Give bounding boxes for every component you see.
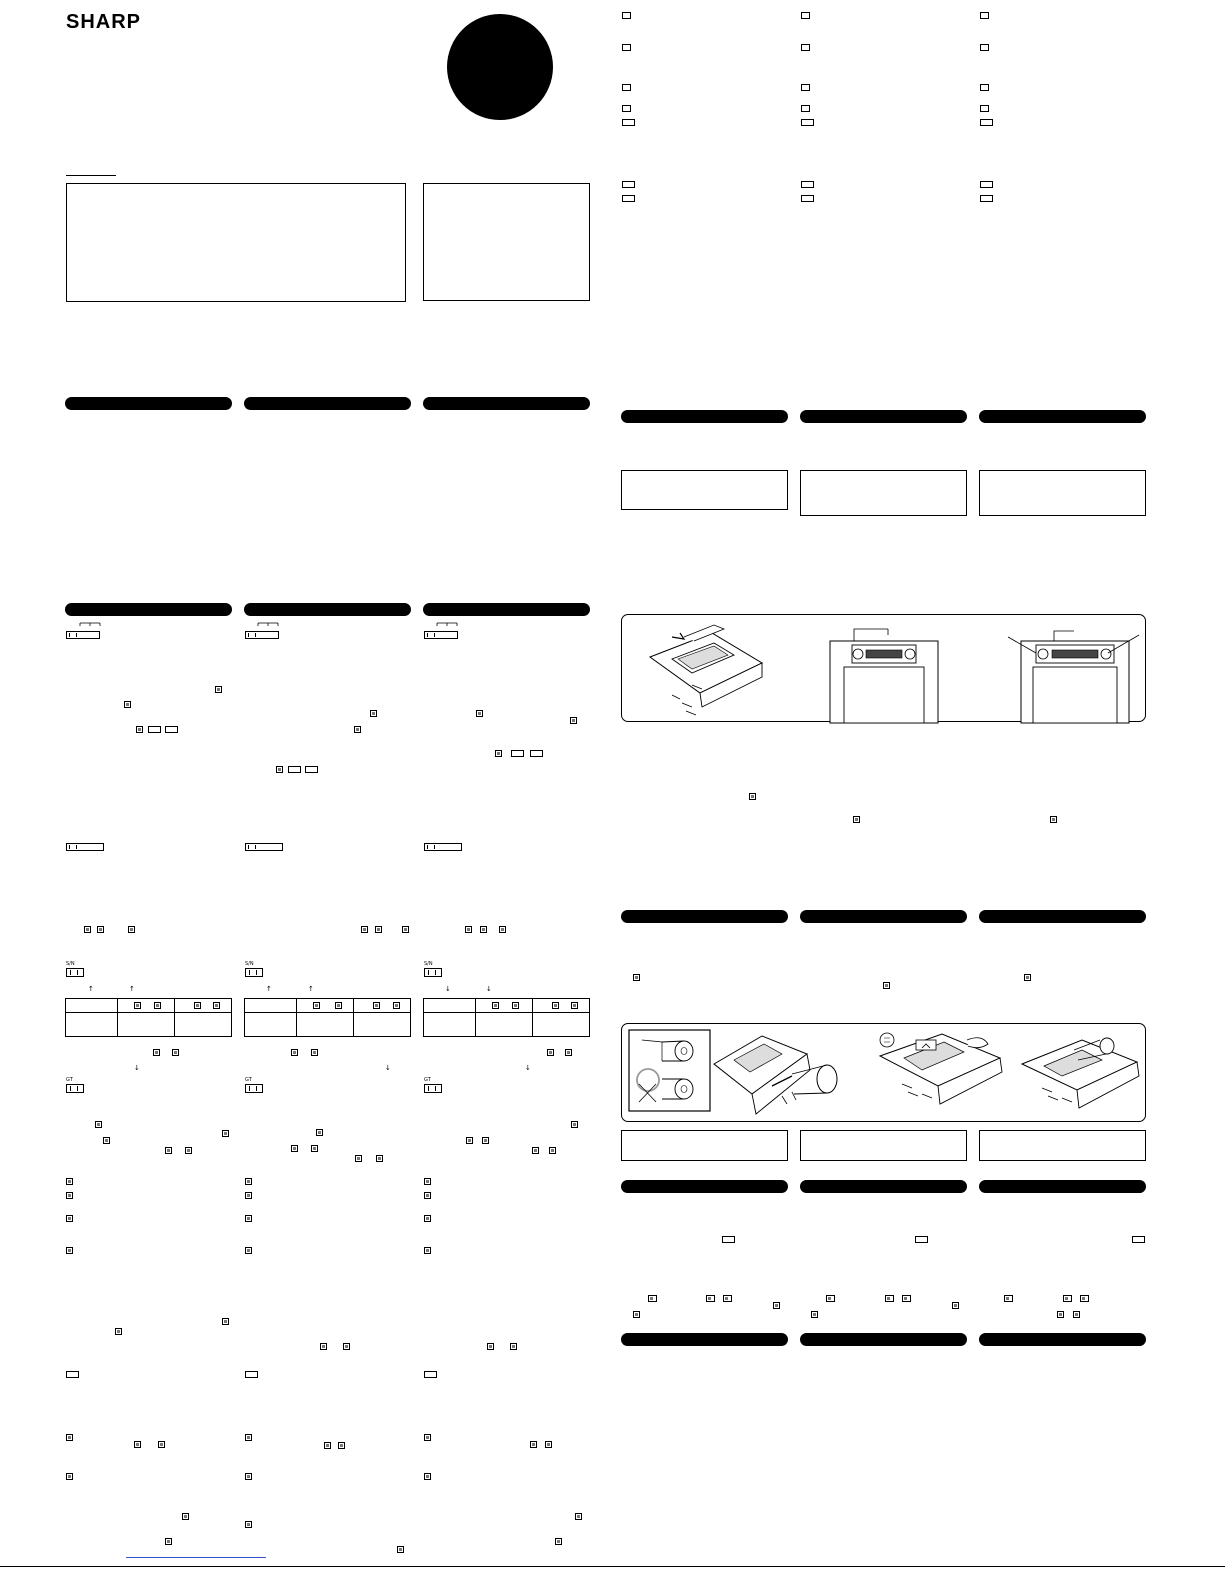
notice-box-small xyxy=(423,183,590,301)
key-icon xyxy=(466,1137,473,1144)
key-icon xyxy=(276,766,283,773)
gt-switch-icon xyxy=(424,1084,442,1093)
section-heading-bar xyxy=(979,1333,1146,1346)
section-heading-bar xyxy=(800,410,967,423)
key-icon xyxy=(182,1513,189,1520)
key-wide-icon xyxy=(980,12,989,19)
key-icon xyxy=(633,1311,640,1318)
key-icon xyxy=(648,1295,657,1302)
key-icon xyxy=(530,1441,537,1448)
key-icon xyxy=(311,1145,318,1152)
key-icon xyxy=(245,1434,252,1441)
note-box xyxy=(800,1130,967,1161)
arrow-up-icon: ↑ xyxy=(129,985,135,993)
key-icon xyxy=(723,1295,732,1302)
section-heading-bar xyxy=(800,1180,967,1193)
key-icon xyxy=(134,1441,141,1448)
gt-switch-icon xyxy=(245,1084,263,1093)
key-icon xyxy=(1050,816,1057,823)
arrow-down-icon: ↓ xyxy=(486,985,492,993)
example-table xyxy=(244,998,411,1037)
key-wide-icon xyxy=(980,195,993,202)
note-box xyxy=(621,1130,788,1161)
section-heading-bar xyxy=(979,1180,1146,1193)
key-icon xyxy=(66,1247,73,1254)
key-icon xyxy=(66,1178,73,1185)
section-heading-bar xyxy=(65,397,232,410)
key-icon xyxy=(316,1129,323,1136)
switch-label: S/N xyxy=(66,961,75,967)
key-icon xyxy=(565,1049,572,1056)
section-heading-bar xyxy=(621,910,788,923)
key-icon xyxy=(66,1434,73,1441)
key-wide-icon xyxy=(165,726,178,733)
switch-label: S/N xyxy=(245,961,254,967)
key-icon xyxy=(575,1513,582,1520)
section-heading-bar xyxy=(621,410,788,423)
key-wide-icon xyxy=(622,44,631,51)
key-icon xyxy=(1004,1295,1013,1302)
key-icon xyxy=(499,926,506,933)
switch-label: S/N xyxy=(424,961,433,967)
arrow-up-icon: ↑ xyxy=(88,985,94,993)
key-wide-icon xyxy=(801,12,810,19)
switch-label: GT xyxy=(424,1077,431,1083)
section-heading-bar xyxy=(800,1333,967,1346)
key-icon xyxy=(215,686,222,693)
key-icon xyxy=(1063,1295,1072,1302)
decimal-selector-slider xyxy=(424,631,458,639)
decimal-selector-slider xyxy=(66,631,100,639)
section-heading-bar xyxy=(621,1180,788,1193)
key-icon xyxy=(245,1192,252,1199)
key-icon xyxy=(424,1215,431,1222)
rounding-selector-slider xyxy=(66,843,104,851)
key-icon xyxy=(222,1130,229,1137)
key-icon xyxy=(245,1247,252,1254)
switch-label: GT xyxy=(245,1077,252,1083)
key-icon xyxy=(547,1049,554,1056)
example-table xyxy=(65,998,232,1037)
section-heading-bar xyxy=(244,397,411,410)
key-wide-icon xyxy=(622,12,631,19)
key-icon xyxy=(343,1343,350,1350)
key-icon xyxy=(397,1546,404,1553)
key-wide-icon xyxy=(622,84,631,91)
arrow-up-icon: ↑ xyxy=(308,985,314,993)
caution-box xyxy=(621,470,788,510)
key-icon xyxy=(222,1318,229,1325)
key-icon xyxy=(487,1343,494,1350)
key-icon xyxy=(482,1137,489,1144)
arrow-down-icon: ↓ xyxy=(525,1064,531,1072)
sn-switch-icon xyxy=(424,968,442,977)
arrow-up-icon: ↑ xyxy=(266,985,272,993)
key-icon xyxy=(245,1178,252,1185)
key-icon xyxy=(97,926,104,933)
key-icon xyxy=(66,1192,73,1199)
key-wide-icon xyxy=(622,195,635,202)
section-heading-bar xyxy=(979,410,1146,423)
rounding-selector-slider xyxy=(245,843,283,851)
key-icon xyxy=(185,1147,192,1154)
key-icon xyxy=(571,1121,578,1128)
caution-box xyxy=(800,470,967,516)
key-icon xyxy=(311,1049,318,1056)
section-heading-bar xyxy=(621,1333,788,1346)
key-icon xyxy=(902,1295,911,1302)
key-icon xyxy=(480,926,487,933)
key-wide-icon xyxy=(288,766,301,773)
key-wide-icon xyxy=(980,181,993,188)
key-icon xyxy=(245,1521,252,1528)
paper-roll-installation-figure xyxy=(621,1023,1146,1122)
brand-logo: SHARP xyxy=(66,11,142,33)
key-icon xyxy=(495,750,502,757)
note-box xyxy=(979,1130,1146,1161)
key-wide-icon xyxy=(980,105,989,112)
key-icon xyxy=(424,1178,431,1185)
rounding-selector-slider xyxy=(424,843,462,851)
key-icon xyxy=(136,726,143,733)
key-wide-icon xyxy=(801,119,814,126)
key-icon xyxy=(375,926,382,933)
key-icon xyxy=(128,926,135,933)
key-wide-icon xyxy=(980,44,989,51)
key-wide-icon xyxy=(980,119,993,126)
key-wide-icon xyxy=(622,181,635,188)
ribbon-replacement-figure xyxy=(621,614,1146,722)
switch-label: GT xyxy=(66,1077,73,1083)
key-wide-icon xyxy=(622,119,635,126)
key-icon xyxy=(773,1302,780,1309)
key-wide-icon xyxy=(305,766,318,773)
section-heading-bar xyxy=(423,603,590,616)
key-icon xyxy=(158,1441,165,1448)
key-icon xyxy=(853,816,860,823)
key-icon xyxy=(165,1147,172,1154)
key-wide-icon xyxy=(148,726,161,733)
section-heading-bar xyxy=(423,397,590,410)
key-icon xyxy=(1024,974,1031,981)
page-bottom-rule xyxy=(0,1566,1225,1567)
key-icon xyxy=(545,1441,552,1448)
heading-underline xyxy=(66,175,116,176)
key-icon xyxy=(172,1049,179,1056)
key-wide-icon xyxy=(915,1236,928,1243)
key-icon xyxy=(355,1155,362,1162)
key-icon xyxy=(66,1473,73,1480)
key-icon xyxy=(370,710,377,717)
key-icon xyxy=(402,926,409,933)
key-icon xyxy=(1057,1311,1064,1318)
arrow-down-icon: ↓ xyxy=(134,1064,140,1072)
key-wide-icon xyxy=(980,84,989,91)
key-icon xyxy=(952,1302,959,1309)
section-heading-bar xyxy=(244,603,411,616)
arrow-down-icon: ↓ xyxy=(385,1064,391,1072)
notice-box-large xyxy=(66,183,406,302)
sn-switch-icon xyxy=(245,968,263,977)
decimal-selector-slider xyxy=(245,631,279,639)
key-wide-icon xyxy=(722,1236,735,1243)
key-icon xyxy=(1080,1295,1089,1302)
key-icon xyxy=(1073,1311,1080,1318)
key-icon xyxy=(883,982,890,989)
key-wide-icon xyxy=(66,1371,79,1378)
key-icon xyxy=(354,726,361,733)
key-icon xyxy=(245,1473,252,1480)
caution-box xyxy=(979,470,1146,516)
sn-switch-icon xyxy=(66,968,84,977)
key-icon xyxy=(165,1538,172,1545)
key-icon xyxy=(361,926,368,933)
key-icon xyxy=(706,1295,715,1302)
key-wide-icon xyxy=(245,1371,258,1378)
gt-switch-icon xyxy=(66,1084,84,1093)
key-icon xyxy=(124,701,131,708)
key-wide-icon xyxy=(530,750,543,757)
key-wide-icon xyxy=(424,1371,437,1378)
key-icon xyxy=(549,1147,556,1154)
key-icon xyxy=(424,1247,431,1254)
key-icon xyxy=(465,926,472,933)
key-wide-icon xyxy=(801,181,814,188)
key-wide-icon xyxy=(801,195,814,202)
key-icon xyxy=(633,974,640,981)
key-icon xyxy=(103,1137,110,1144)
example-table xyxy=(423,998,590,1037)
key-icon xyxy=(66,1215,73,1222)
key-icon xyxy=(476,710,483,717)
key-icon xyxy=(245,1215,252,1222)
key-icon xyxy=(749,793,756,800)
key-icon xyxy=(95,1121,102,1128)
key-icon xyxy=(291,1049,298,1056)
key-wide-icon xyxy=(511,750,524,757)
key-icon xyxy=(424,1192,431,1199)
key-icon xyxy=(510,1343,517,1350)
key-icon xyxy=(84,926,91,933)
key-icon xyxy=(115,1328,122,1335)
key-icon xyxy=(153,1049,160,1056)
key-wide-icon xyxy=(622,105,631,112)
key-icon xyxy=(570,717,577,724)
key-icon xyxy=(424,1434,431,1441)
key-wide-icon xyxy=(801,105,810,112)
key-wide-icon xyxy=(801,44,810,51)
section-heading-bar xyxy=(65,603,232,616)
key-icon xyxy=(885,1295,894,1302)
key-icon xyxy=(424,1473,431,1480)
key-icon xyxy=(320,1343,327,1350)
key-icon xyxy=(338,1442,345,1449)
section-heading-bar xyxy=(800,910,967,923)
section-heading-bar xyxy=(979,910,1146,923)
key-icon xyxy=(811,1311,818,1318)
key-icon xyxy=(324,1442,331,1449)
key-icon xyxy=(376,1155,383,1162)
key-wide-icon xyxy=(801,84,810,91)
language-marker-circle xyxy=(447,14,553,120)
key-wide-icon xyxy=(1132,1236,1145,1243)
key-icon xyxy=(826,1295,835,1302)
arrow-down-icon: ↓ xyxy=(445,985,451,993)
key-icon xyxy=(291,1145,298,1152)
key-icon xyxy=(532,1147,539,1154)
key-icon xyxy=(555,1538,562,1545)
web-link-underline[interactable] xyxy=(126,1557,266,1558)
